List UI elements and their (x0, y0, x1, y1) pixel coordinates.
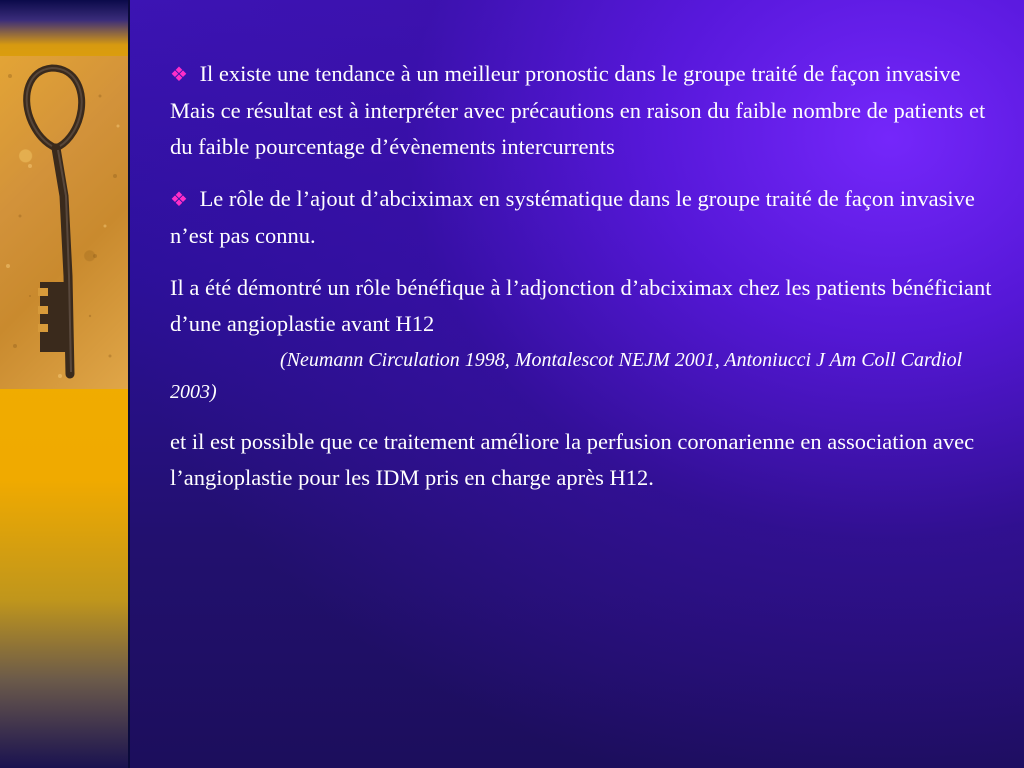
bullet-1-continuation: Mais ce résultat est à interpréter avec précautions en raison du faible nombre de patients et du faible pourcentage d’évènements intercurrents (170, 98, 986, 159)
key-icon (0, 56, 128, 389)
citation-text: (Neumann Circulation 1998, Montalescot NEJM 2001, Antoniucci J Am Coll Cardiol 2003) (170, 349, 963, 403)
bullet-2-text: Le rôle de l’ajout d’abciximax en systématique dans le groupe traité de façon invasive n’est pas connu. (170, 186, 975, 248)
citation (170, 344, 992, 408)
slide-panel (130, 0, 1024, 768)
paragraph-abciximax (170, 270, 992, 342)
key-photo (0, 56, 128, 389)
paragraph-1-text: Il a été démontré un rôle bénéfique à l’adjonction d’abciximax chez les patients bénéficiant d’une angioplastie avant H12 (170, 275, 992, 336)
bullet-1 (170, 56, 992, 165)
diamond-bullet-icon: ❖ (170, 189, 188, 211)
slide-content (170, 56, 992, 512)
bullet-2 (170, 181, 992, 254)
diamond-bullet-icon: ❖ (170, 64, 188, 86)
paragraph-perfusion (170, 424, 992, 496)
bullet-1-text: Il existe une tendance à un meilleur pronostic dans le groupe traité de façon invasive (199, 61, 961, 86)
paragraph-2-text: et il est possible que ce traitement améliore la perfusion coronarienne en association avec l’angioplastie pour les IDM pris en charge après H12. (170, 429, 975, 490)
